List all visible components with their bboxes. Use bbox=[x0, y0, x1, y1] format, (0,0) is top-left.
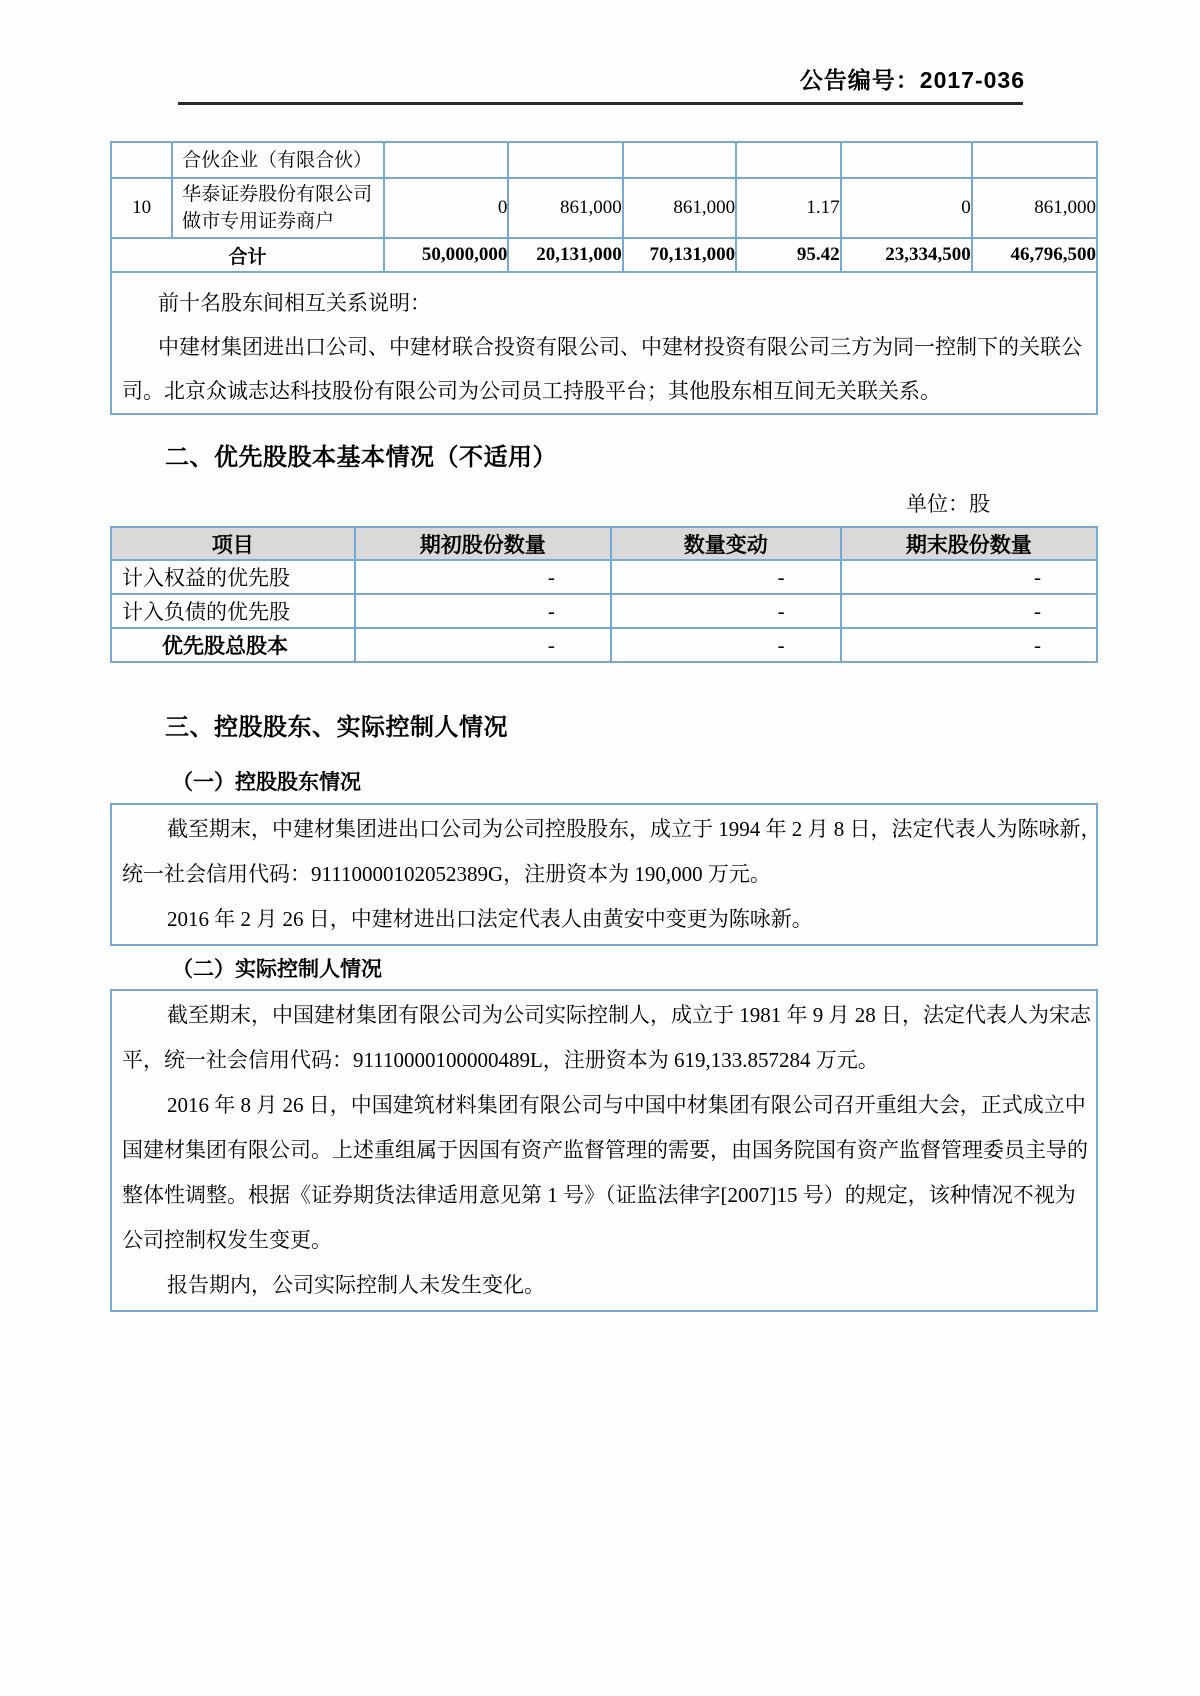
cell-value: - bbox=[355, 560, 611, 594]
cell-value: - bbox=[355, 594, 611, 628]
announcement-number: 公告编号：2017-036 bbox=[799, 67, 1025, 93]
cell-total-label: 合计 bbox=[111, 238, 384, 272]
table-header-row bbox=[111, 527, 1097, 560]
paragraph-line: 2016 年 8 月 26 日，中国建筑材料集团有限公司与中国中材集团有限公司召开重组大会，正式成立中 bbox=[167, 1093, 1086, 1117]
cell-value: - bbox=[841, 628, 1097, 662]
shareholder-table bbox=[110, 141, 1098, 415]
paragraph-line: 平，统一社会信用代码：91110000100000489L，注册资本为 619,133.857284 万元。 bbox=[122, 1048, 879, 1072]
column-header-item: 项目 bbox=[111, 527, 355, 560]
cell-value bbox=[384, 142, 508, 178]
unit-label: 单位：股 bbox=[906, 492, 990, 516]
cell-total-value: 23,334,500 bbox=[841, 238, 972, 272]
shareholder-name-line1: 华泰证券股份有限公司 bbox=[182, 184, 373, 205]
relationship-note bbox=[112, 273, 1096, 413]
cell-total-value: 70,131,000 bbox=[623, 238, 736, 272]
cell-value bbox=[736, 142, 841, 178]
header-divider bbox=[178, 102, 1023, 105]
paragraph-line: 截至期末，中国建材集团有限公司为公司实际控制人，成立于 1981 年 9 月 28 日，法定代表人为宋志 bbox=[167, 1003, 1091, 1027]
cell-value: - bbox=[355, 628, 611, 662]
paragraph-line: 公司控制权发生变更。 bbox=[122, 1228, 332, 1252]
cell-total-value: 50,000,000 bbox=[384, 238, 508, 272]
subsection2-title: （二）实际控制人情况 bbox=[172, 958, 382, 981]
actual-controller-box bbox=[110, 989, 1098, 1312]
cell-shareholder-name bbox=[172, 178, 384, 238]
paragraph-line: 2016 年 2 月 26 日，中建材进出口法定代表人由黄安中变更为陈咏新。 bbox=[167, 907, 813, 931]
cell-value: - bbox=[611, 628, 841, 662]
column-header-end: 期末股份数量 bbox=[841, 527, 1097, 560]
cell-label: 优先股总股本 bbox=[111, 628, 355, 662]
paragraph-line: 整体性调整。根据《证券期货法律适用意见第 1 号》（证监法律字[2007]15 号）的规定，该种情况不视为 bbox=[122, 1183, 1076, 1207]
cell-total-value: 20,131,000 bbox=[508, 238, 622, 272]
controlling-shareholder-box bbox=[110, 803, 1102, 946]
subsection1-title: （一）控股股东情况 bbox=[172, 771, 361, 794]
preferred-shares-table bbox=[110, 526, 1098, 663]
cell-value: 0 bbox=[841, 178, 972, 238]
cell-seq bbox=[111, 142, 172, 178]
cell-value: - bbox=[611, 560, 841, 594]
cell-value bbox=[508, 142, 622, 178]
cell-value bbox=[841, 142, 972, 178]
paragraph-line: 报告期内，公司实际控制人未发生变化。 bbox=[167, 1273, 545, 1297]
section3-title: 三、控股股东、实际控制人情况 bbox=[165, 714, 508, 741]
paragraph-line: 统一社会信用代码：91110000102052389G，注册资本为 190,000 万元。 bbox=[122, 862, 771, 886]
section2-title: 二、优先股股本基本情况（不适用） bbox=[165, 444, 557, 471]
table-total-row bbox=[111, 628, 1097, 662]
cell-value: 861,000 bbox=[623, 178, 736, 238]
table-note-row bbox=[111, 272, 1097, 414]
cell-relationship-note bbox=[111, 272, 1097, 414]
table-row bbox=[111, 594, 1097, 628]
table-row-10 bbox=[111, 178, 1097, 238]
table-row-carryover bbox=[111, 142, 1097, 178]
cell-seq: 10 bbox=[111, 178, 172, 238]
note-line: 中建材集团进出口公司、中建材联合投资有限公司、中建材投资有限公司三方为同一控制下的关联公 bbox=[158, 335, 1082, 359]
note-line: 司。北京众诚志达科技股份有限公司为公司员工持股平台；其他股东相互间无关联关系。 bbox=[122, 379, 941, 403]
column-header-change: 数量变动 bbox=[611, 527, 841, 560]
cell-value: - bbox=[841, 594, 1097, 628]
cell-value: - bbox=[611, 594, 841, 628]
table-row bbox=[111, 560, 1097, 594]
cell-value: 861,000 bbox=[508, 178, 622, 238]
cell-total-value: 95.42 bbox=[736, 238, 841, 272]
column-header-begin: 期初股份数量 bbox=[355, 527, 611, 560]
cell-value: 0 bbox=[384, 178, 508, 238]
paragraph-line: 国建材集团有限公司。上述重组属于因国有资产监督管理的需要，由国务院国有资产监督管理委员主导的 bbox=[122, 1138, 1088, 1162]
shareholder-name-line2: 做市专用证券商户 bbox=[182, 211, 335, 232]
cell-value: - bbox=[841, 560, 1097, 594]
cell-shareholder-name: 合伙企业（有限合伙） bbox=[172, 142, 384, 178]
paragraph-line: 截至期末，中建材集团进出口公司为公司控股股东，成立于 1994 年 2 月 8 日，法定代表人为陈咏新， bbox=[167, 817, 1102, 841]
note-title: 前十名股东间相互关系说明： bbox=[158, 291, 431, 315]
cell-label: 计入负债的优先股 bbox=[111, 594, 355, 628]
cell-value: 1.17 bbox=[736, 178, 841, 238]
table-total-row bbox=[111, 238, 1097, 272]
cell-value: 861,000 bbox=[972, 178, 1097, 238]
cell-value bbox=[972, 142, 1097, 178]
cell-total-value: 46,796,500 bbox=[972, 238, 1097, 272]
cell-label: 计入权益的优先股 bbox=[111, 560, 355, 594]
cell-value bbox=[623, 142, 736, 178]
